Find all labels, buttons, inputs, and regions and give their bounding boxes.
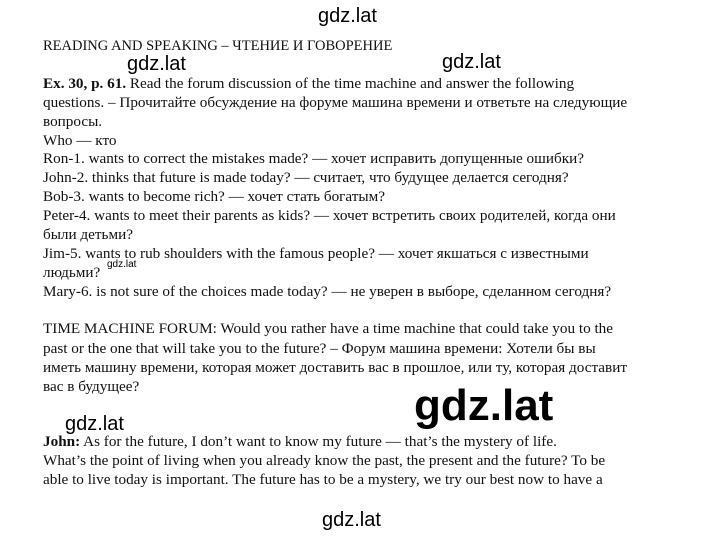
exercise-reference: Ex. 30, p. 61. — [43, 75, 127, 92]
forum-question-line-3: иметь машину времени, которая может доставить вас в прошлое, или ту, которая доставит — [43, 359, 627, 376]
question-peter: Peter-4. wants to meet their parents as kids? — хочет встретить своих родителей, когда они — [43, 207, 616, 224]
forum-question-line-1: TIME MACHINE FORUM: Would you rather have a time machine that could take you to the — [43, 320, 614, 337]
section-heading: READING AND SPEAKING – ЧТЕНИЕ И ГОВОРЕНИЕ — [43, 38, 393, 54]
watermark-small: gdz.lat — [107, 259, 137, 270]
question-ron: Ron-1. wants to correct the mistakes made? — хочет исправить допущенные ошибки? — [43, 150, 584, 167]
john-reply-line-1 — [43, 433, 710, 451]
question-jim: Jim-5. wants to rub shoulders with the famous people? — хочет якшаться с известными — [43, 245, 589, 262]
exercise-intro-line-1 — [43, 75, 710, 93]
watermark-top: gdz.lat — [318, 5, 377, 27]
john-reply-line-2: What’s the point of living when you already know the past, the present and the future? To be — [43, 452, 606, 469]
who-line: Who — кто — [43, 132, 117, 149]
watermark-bottom: gdz.lat — [322, 509, 381, 531]
watermark-left-lower: gdz.lat — [65, 413, 124, 435]
watermark-big: gdz.lat — [410, 384, 557, 428]
john-reply-text: As for the future, I don’t want to know my future — that’s the mystery of life. — [80, 433, 557, 450]
forum-question-line-4: вас в будущее? — [43, 378, 140, 395]
question-mary: Mary-6. is not sure of the choices made today? — не уверен в выборе, сделанном сегодня? — [43, 283, 612, 300]
forum-question-line-2: past or the one that will take you to the future? – Форум машина времени: Хотели бы вы — [43, 340, 596, 357]
exercise-intro-line-3: вопросы. — [43, 113, 103, 130]
question-jim-cont: людьми? — [43, 264, 101, 281]
exercise-intro-line-2: questions. – Прочитайте обсуждение на форуме машина времени и ответьте на следующие — [43, 94, 628, 111]
watermark-left: gdz.lat — [127, 53, 186, 75]
john-reply-line-3: able to live today is important. The future has to be a mystery, we try our best now to have a — [43, 471, 603, 488]
question-john: John-2. thinks that future is made today? — считает, что будущее делается сегодня? — [43, 169, 569, 186]
john-speaker-name: John: — [43, 433, 81, 450]
watermark-right: gdz.lat — [442, 51, 501, 73]
question-peter-cont: были детьми? — [43, 226, 133, 243]
question-bob: Bob-3. wants to become rich? — хочет стать богатым? — [43, 188, 385, 205]
exercise-intro-text: Read the forum discussion of the time machine and answer the following — [126, 75, 575, 92]
